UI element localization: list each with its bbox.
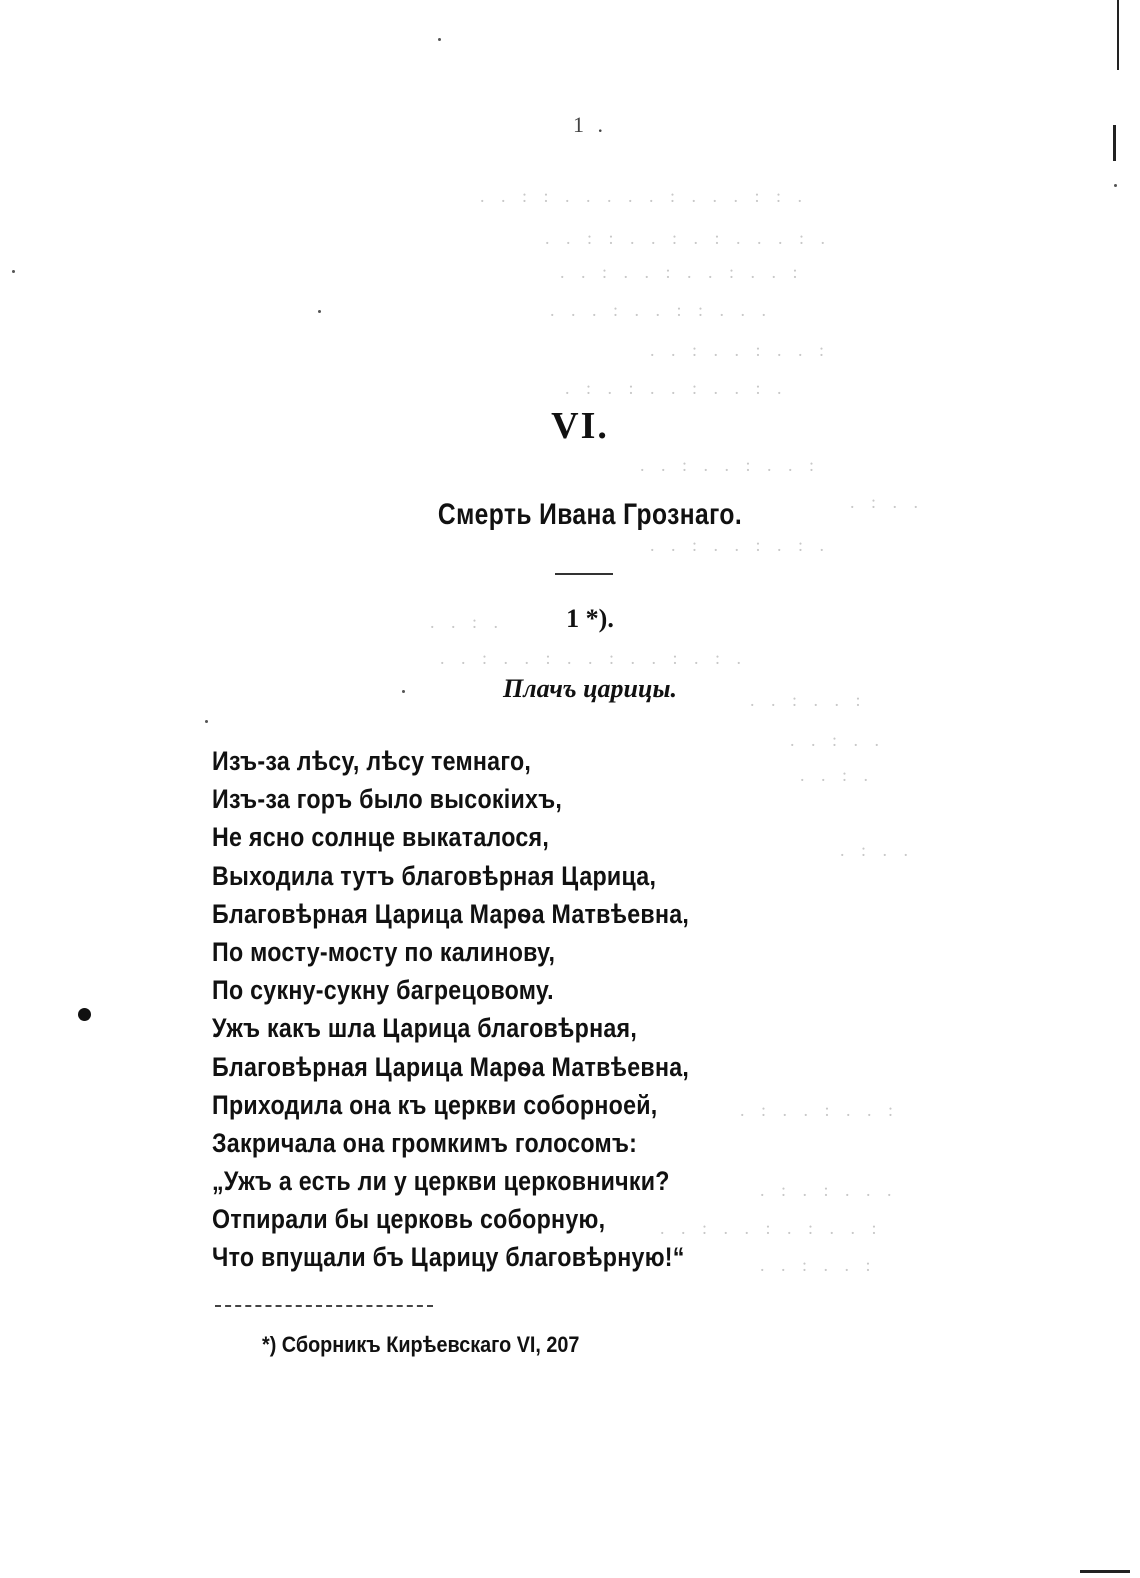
verse-line: „Ужъ а есть ли у церкви церковнички? — [212, 1166, 670, 1197]
verse-line: По сукну-сукну багрецовому. — [212, 975, 554, 1006]
verse-line: Изъ-за горъ было высокіихъ, — [212, 784, 563, 815]
bleed-through-text: . : . . : . . : — [740, 1100, 900, 1120]
bleed-through-text: . . : : . . : . : . . . : . — [545, 228, 832, 248]
bleed-through-text: . . : . . : . . : . . : . : . — [440, 648, 748, 668]
bleed-through-text: . . : . . : . : . — [650, 535, 831, 555]
verse-line: Ужъ какъ шла Царица благовѣрная, — [212, 1013, 638, 1044]
scan-speck — [1114, 184, 1117, 187]
scan-speck — [438, 38, 441, 41]
verse-line: По мосту-мосту по калинову, — [212, 936, 556, 967]
bleed-through-text: . . : . — [800, 765, 875, 785]
bleed-through-text: . : . . — [850, 492, 925, 512]
bleed-through-text: . : . : . . : . . : . — [565, 378, 788, 398]
verse-line: Благовѣрная Царица Марѳа Матвѣевна, — [212, 1051, 690, 1082]
scan-speck — [318, 310, 321, 313]
title-divider — [555, 573, 613, 575]
subsection-number: 1 *). — [566, 604, 614, 633]
bleed-through-text: . . : . . : — [750, 690, 867, 710]
scan-edge-line — [1117, 0, 1119, 70]
scan-edge-line — [1113, 125, 1116, 161]
verse-line: Закричала она громкимъ голосомъ: — [212, 1127, 638, 1158]
chapter-numeral: VI. — [551, 405, 609, 447]
bleed-through-text: . . : . . : . . : — [650, 340, 831, 360]
verse-line: Изъ-за лѣсу, лѣсу темнаго, — [212, 746, 532, 776]
scan-speck — [205, 720, 208, 723]
scan-speck — [12, 270, 15, 273]
bleed-through-text: . : . . — [840, 840, 915, 860]
poem-verse — [212, 742, 915, 1277]
bleed-through-text: . . : . — [430, 612, 505, 632]
scan-edge-line — [1080, 1570, 1130, 1573]
bleed-through-text: . . : . . : . : . . : — [660, 1218, 883, 1238]
bleed-through-text: . . : : . . . . . : . . . : : . — [480, 186, 809, 206]
verse-line: Не ясно солнце выкаталося, — [212, 822, 550, 853]
footnote-divider — [215, 1305, 433, 1307]
bleed-through-text: . . : . . : — [760, 1255, 877, 1275]
bleed-through-text: . . : . . : . . : — [640, 455, 821, 475]
footnote: *) Сборникъ Кирѣевскаго VI, 207 — [262, 1332, 580, 1357]
verse-line: Приходила она къ церкви соборноей, — [212, 1089, 658, 1120]
scan-speck — [402, 690, 405, 693]
scan-dot-mark — [78, 1008, 91, 1021]
chapter-title: Смерть Ивана Грознаго. — [437, 498, 743, 531]
verse-line: Выходила тутъ благовѣрная Царица, — [212, 860, 657, 891]
verse-line: Отпирали бы церковь соборную, — [212, 1204, 606, 1235]
verse-line: Благовѣрная Царица Марѳа Матвѣевна, — [212, 898, 690, 929]
verse-line: Что впущали бъ Царицу благовѣрную!“ — [212, 1242, 685, 1273]
bleed-through-text: . . : . . — [790, 730, 886, 750]
page-number: 1 . — [573, 112, 607, 137]
bleed-through-text: . : . : . . . — [760, 1180, 898, 1200]
poem-subtitle: Плачъ царицы. — [503, 674, 677, 703]
bleed-through-text: . . : . . : . . : . . : — [560, 262, 804, 282]
bleed-through-text: . . . : . . : : . . . — [550, 300, 773, 320]
